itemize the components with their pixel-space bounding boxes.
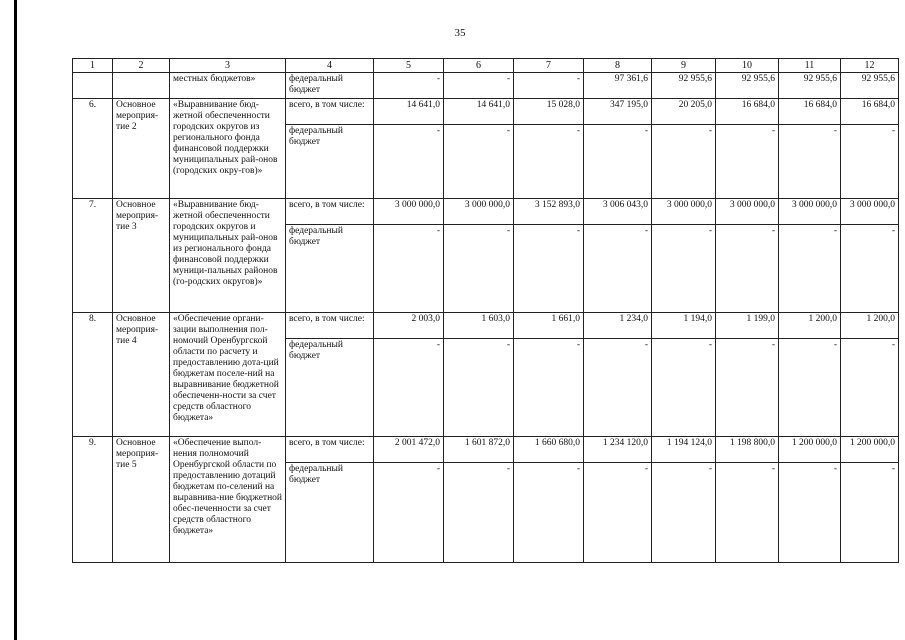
continuation-row (73, 73, 899, 99)
value-cell: 1 660 680,0 (514, 437, 584, 463)
value-cell: - (652, 339, 716, 437)
value-cell: - (716, 125, 779, 199)
value-cell: 92 955,6 (652, 73, 716, 99)
source-label: федеральный бюджет (286, 339, 374, 437)
total-label: всего, в том числе: (286, 99, 374, 125)
value-cell: - (584, 125, 652, 199)
value-cell: 92 955,6 (841, 73, 899, 99)
value-cell: 1 200 000,0 (841, 437, 899, 463)
value-cell: - (779, 463, 841, 563)
value-cell: 3 000 000,0 (716, 199, 779, 225)
value-cell: 16 684,0 (779, 99, 841, 125)
column-header: 8 (584, 59, 652, 73)
table-row (73, 99, 899, 125)
value-cell: - (841, 463, 899, 563)
activity-type-cell: Основное мероприя-тие 5 (113, 437, 170, 563)
value-cell: - (374, 73, 444, 99)
activity-name-cell: местных бюджетов» (170, 73, 286, 99)
value-cell: 3 006 043,0 (584, 199, 652, 225)
page-number: 35 (454, 27, 466, 39)
value-cell: 1 234,0 (584, 313, 652, 339)
value-cell: - (514, 339, 584, 437)
column-number-row (73, 59, 899, 73)
column-header: 2 (113, 59, 170, 73)
value-cell: - (584, 463, 652, 563)
value-cell: 1 199,0 (716, 313, 779, 339)
value-cell: 1 601 872,0 (444, 437, 514, 463)
table-row (73, 313, 899, 339)
total-label: всего, в том числе: (286, 199, 374, 225)
row-number-cell: 8. (73, 313, 113, 437)
column-header: 12 (841, 59, 899, 73)
value-cell: - (779, 225, 841, 313)
value-cell: - (841, 125, 899, 199)
activity-type-cell: Основное мероприя-тие 4 (113, 313, 170, 437)
value-cell: 16 684,0 (841, 99, 899, 125)
value-cell: 92 955,6 (779, 73, 841, 99)
table-row (73, 199, 899, 225)
column-header: 3 (170, 59, 286, 73)
value-cell: 1 603,0 (444, 313, 514, 339)
value-cell: - (841, 225, 899, 313)
column-header: 5 (374, 59, 444, 73)
value-cell: - (652, 463, 716, 563)
value-cell: 3 000 000,0 (444, 199, 514, 225)
total-label: всего, в том числе: (286, 313, 374, 339)
value-cell: - (444, 339, 514, 437)
value-cell: - (652, 225, 716, 313)
value-cell: - (514, 125, 584, 199)
table-body (73, 99, 899, 563)
source-label: федеральный бюджет (286, 463, 374, 563)
value-cell: - (514, 225, 584, 313)
value-cell: - (514, 463, 584, 563)
row-number-cell (73, 73, 113, 99)
value-cell: 2 003,0 (374, 313, 444, 339)
value-cell: - (374, 125, 444, 199)
value-cell: 14 641,0 (374, 99, 444, 125)
value-cell: - (374, 225, 444, 313)
value-cell: 3 000 000,0 (652, 199, 716, 225)
activity-type-cell: Основное мероприя-тие 2 (113, 99, 170, 199)
value-cell: 1 200,0 (779, 313, 841, 339)
value-cell: 1 661,0 (514, 313, 584, 339)
total-label: всего, в том числе: (286, 437, 374, 463)
column-header: 7 (514, 59, 584, 73)
value-cell: - (716, 463, 779, 563)
source-label: федеральный бюджет (286, 225, 374, 313)
value-cell: 3 000 000,0 (779, 199, 841, 225)
value-cell: 14 641,0 (444, 99, 514, 125)
value-cell: - (514, 73, 584, 99)
column-header: 9 (652, 59, 716, 73)
value-cell: 1 200 000,0 (779, 437, 841, 463)
value-cell: - (584, 339, 652, 437)
budget-table (72, 58, 899, 563)
value-cell: - (716, 339, 779, 437)
source-label: федеральный бюджет (286, 125, 374, 199)
value-cell: 347 195,0 (584, 99, 652, 125)
activity-name-cell: «Обеспечение органи-зации выполнения пол-номочий Оренбургской области по расчету и предоставлению дота-ций бюджетам поселе-ний на выравнивание бюджетной обеспеченн-ности за счет средств областного бюджета» (170, 313, 286, 437)
value-cell: - (374, 339, 444, 437)
activity-name-cell: «Выравнивание бюд-жетной обеспеченности городских округов и муниципальных рай-онов из регионального фонда финансовой поддержки муници-пальных районов (го-родских округов)» (170, 199, 286, 313)
value-cell: - (444, 225, 514, 313)
row-number-cell: 7. (73, 199, 113, 313)
value-cell: 1 200,0 (841, 313, 899, 339)
value-cell: 3 000 000,0 (841, 199, 899, 225)
activity-name-cell: «Обеспечение выпол-нения полномочий Оренбургской области по предоставлению дотаций бюджетам по-селений на выравнива-ние бюджетной обес-печенности за счет средств областного бюджета» (170, 437, 286, 563)
value-cell: 16 684,0 (716, 99, 779, 125)
value-cell: 92 955,6 (716, 73, 779, 99)
value-cell: - (584, 225, 652, 313)
column-header: 10 (716, 59, 779, 73)
column-header: 1 (73, 59, 113, 73)
value-cell: - (779, 339, 841, 437)
value-cell: 3 152 893,0 (514, 199, 584, 225)
column-header: 11 (779, 59, 841, 73)
value-cell: 1 198 800,0 (716, 437, 779, 463)
source-label: федеральный бюджет (286, 73, 374, 99)
value-cell: 1 234 120,0 (584, 437, 652, 463)
value-cell: 97 361,6 (584, 73, 652, 99)
column-header: 6 (444, 59, 514, 73)
value-cell: - (444, 73, 514, 99)
value-cell: 2 001 472,0 (374, 437, 444, 463)
value-cell: - (444, 125, 514, 199)
value-cell: - (716, 225, 779, 313)
activity-name-cell: «Выравнивание бюд-жетной обеспеченности городских округов из регионального фонда финансовой поддержки муниципальных рай-онов (городских окру-гов)» (170, 99, 286, 199)
scan-edge-bar (14, 0, 17, 640)
value-cell: 1 194,0 (652, 313, 716, 339)
value-cell: - (374, 463, 444, 563)
value-cell: - (779, 125, 841, 199)
table-row (73, 437, 899, 463)
value-cell: - (652, 125, 716, 199)
row-number-cell: 6. (73, 99, 113, 199)
value-cell: 1 194 124,0 (652, 437, 716, 463)
row-number-cell: 9. (73, 437, 113, 563)
activity-type-cell: Основное мероприя-тие 3 (113, 199, 170, 313)
value-cell: - (841, 339, 899, 437)
activity-type-cell (113, 73, 170, 99)
column-header: 4 (286, 59, 374, 73)
value-cell: 20 205,0 (652, 99, 716, 125)
value-cell: - (444, 463, 514, 563)
value-cell: 3 000 000,0 (374, 199, 444, 225)
value-cell: 15 028,0 (514, 99, 584, 125)
